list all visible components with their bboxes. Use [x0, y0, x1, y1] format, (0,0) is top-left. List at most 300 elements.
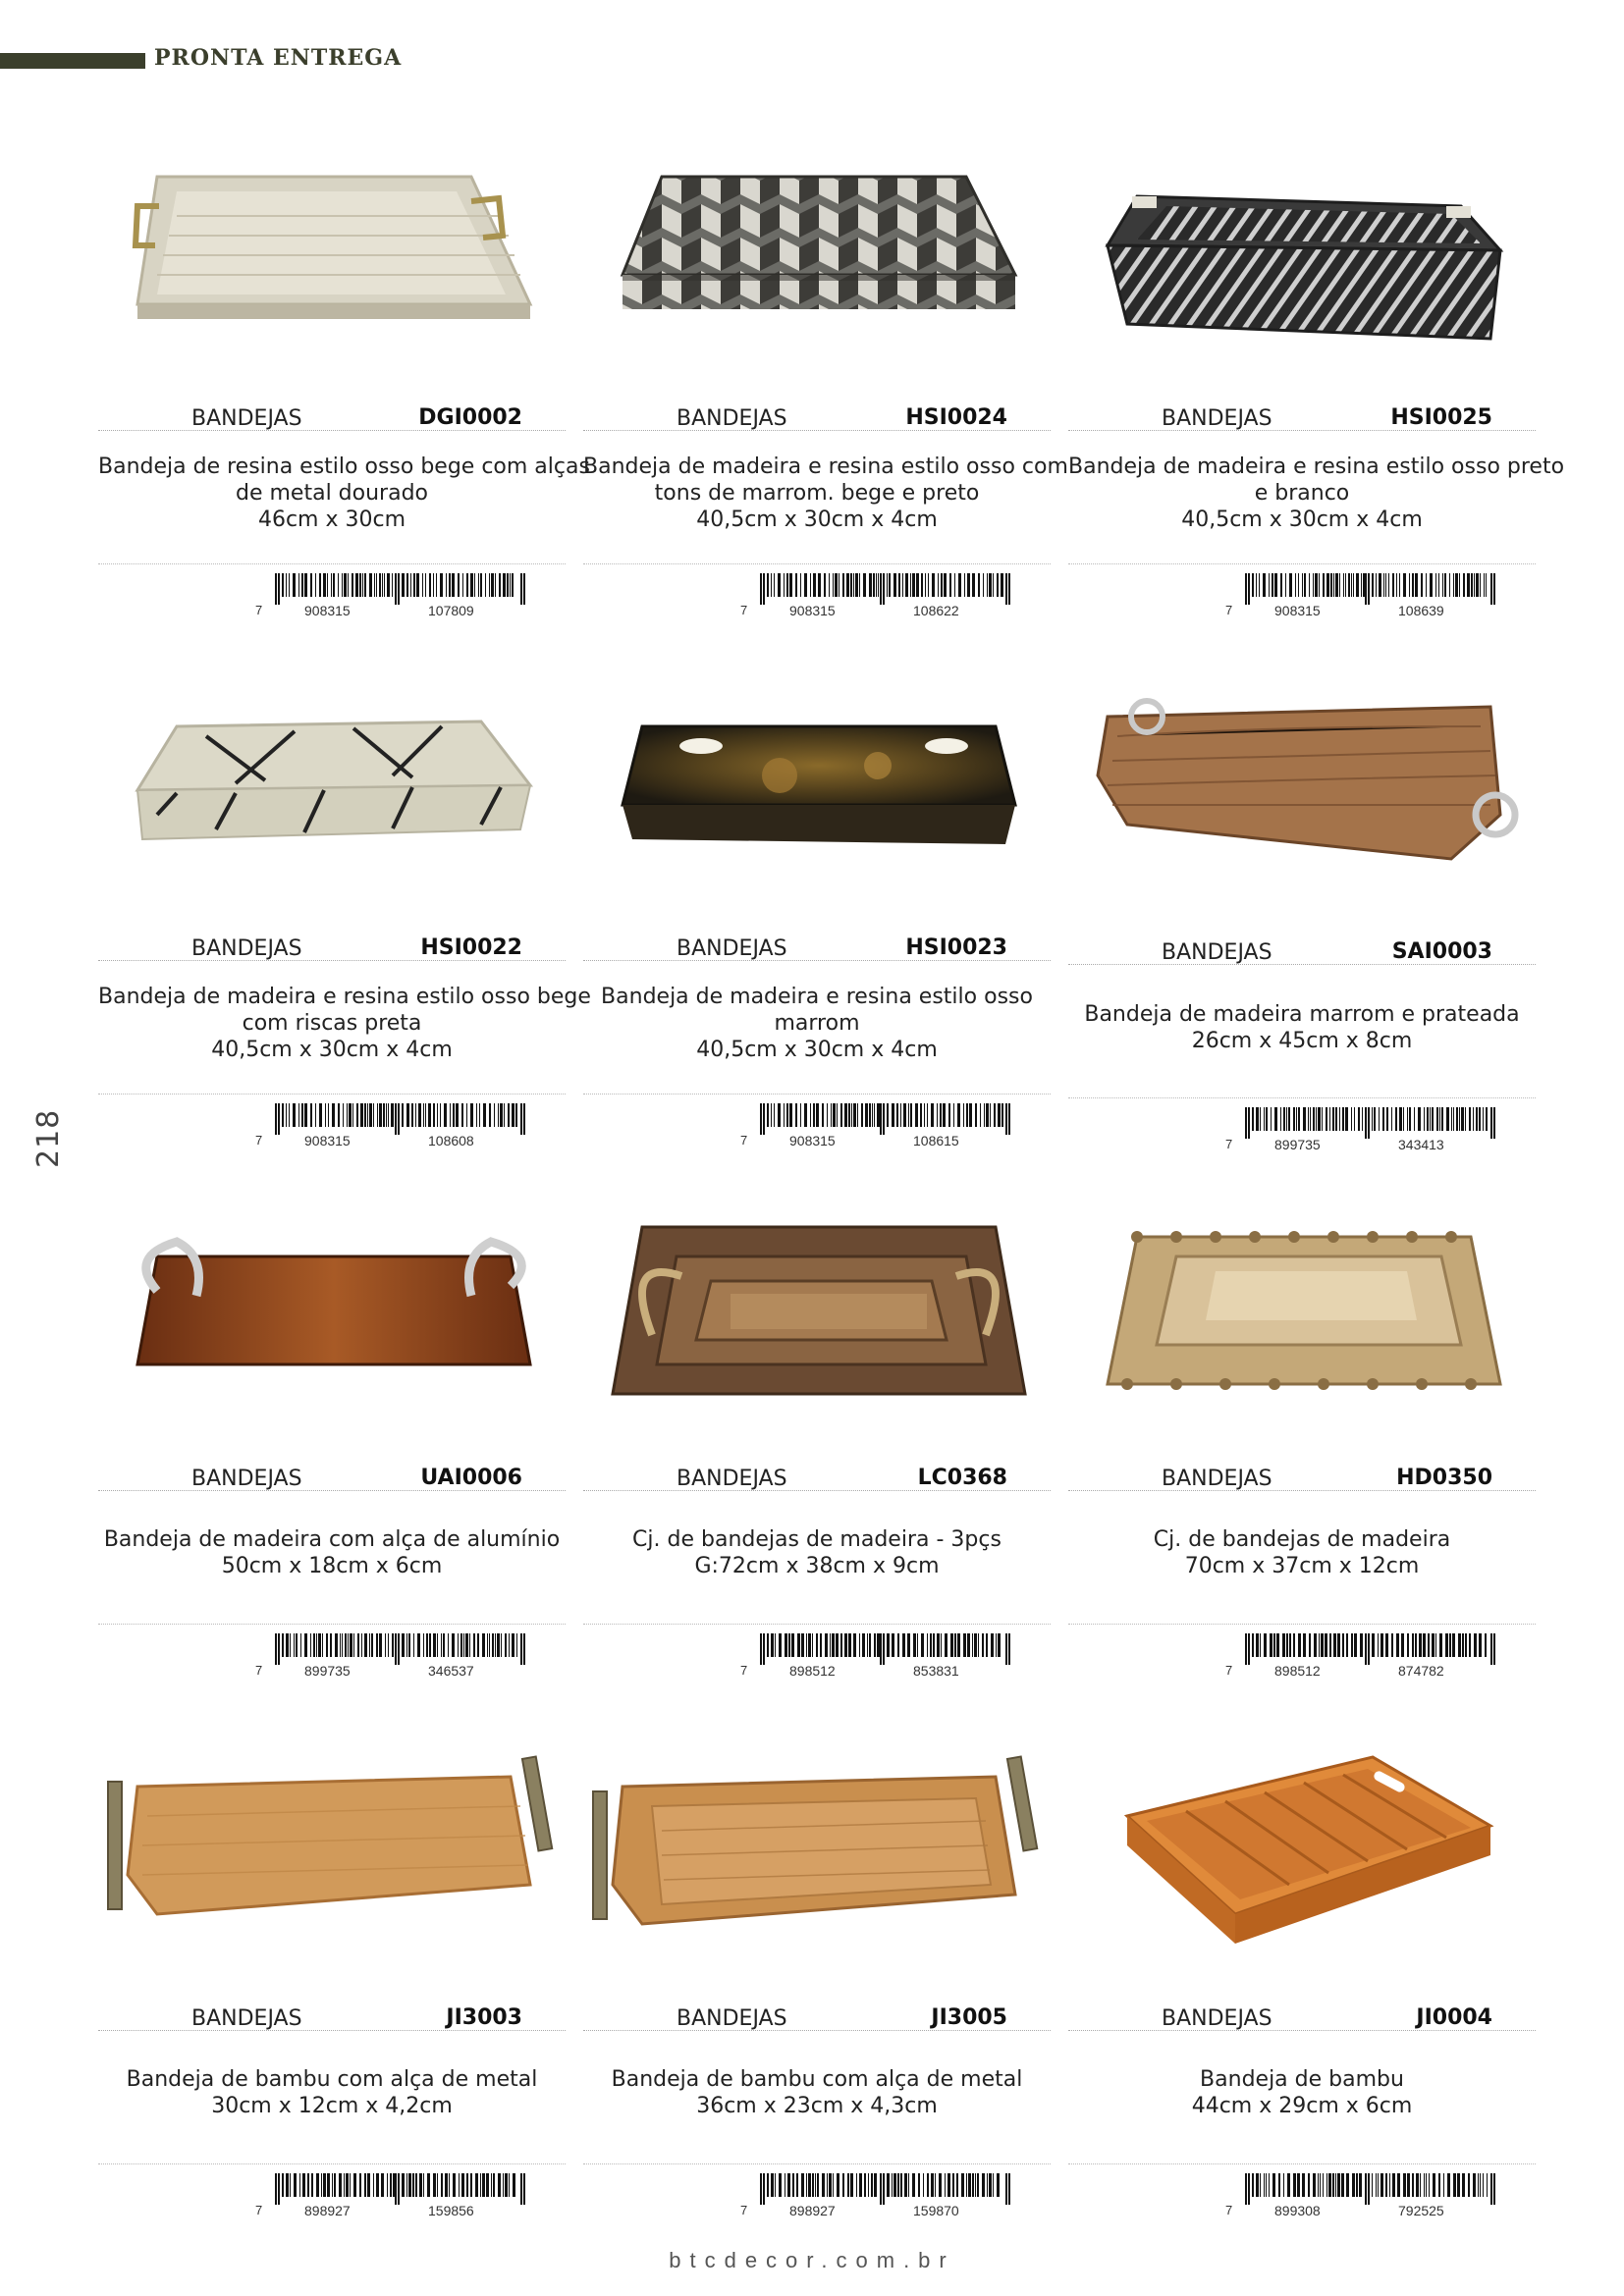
barcode-bar [313, 1633, 315, 1657]
barcode-bar [376, 573, 377, 597]
barcode-bar [1298, 1107, 1300, 1131]
barcode-bar [1392, 573, 1394, 597]
barcode-bar [1396, 1633, 1399, 1657]
barcode-bar [322, 1633, 323, 1657]
barcode-bar [1462, 1633, 1464, 1657]
barcode-bar [349, 1103, 352, 1127]
barcode-bars [760, 1103, 1011, 1135]
barcode-bar [1451, 1107, 1452, 1131]
barcode-bars [275, 573, 526, 605]
barcode-bar [842, 573, 844, 597]
product-meta [583, 1465, 1051, 1491]
barcode-bar [1269, 2173, 1270, 2197]
barcode-bar [1414, 1107, 1415, 1131]
product-meta [1068, 2004, 1536, 2031]
barcode-bar [402, 1103, 404, 1127]
barcode-bar [1403, 573, 1406, 597]
barcode-bar [969, 1103, 972, 1127]
barcode-bar [310, 1103, 312, 1127]
barcode-bar [300, 1633, 301, 1657]
barcode-bar [311, 2173, 313, 2197]
barcode-bars [1245, 1107, 1496, 1139]
barcode-bar [458, 1633, 459, 1657]
wood-aluminum-tray-icon [98, 1198, 566, 1453]
striped-beige-tray-icon [98, 667, 566, 923]
barcode-bar [296, 1633, 298, 1657]
barcode-bar [1378, 1633, 1379, 1657]
barcode-bar [422, 573, 423, 597]
product-code: HD0350 [1396, 1466, 1492, 1490]
barcode-bar [861, 1103, 863, 1127]
barcode-bar [446, 573, 447, 597]
description-line: tons de marrom. bege e preto [654, 481, 980, 506]
barcode-bar [503, 573, 506, 597]
barcode-bar [1480, 2173, 1481, 2197]
barcode-bar [1423, 1633, 1426, 1657]
barcode-bar [1318, 1107, 1321, 1131]
barcode-bar [371, 1633, 373, 1657]
description-line: Bandeja de madeira marrom e prateada [1084, 1002, 1520, 1027]
product-description [583, 2066, 1051, 2119]
barcode-bar [1298, 1633, 1301, 1657]
barcode-bar [900, 1103, 901, 1127]
barcode-bar [1351, 1633, 1353, 1657]
barcode-bar [1260, 1633, 1261, 1657]
barcode-bar [466, 2173, 468, 2197]
barcode-bar [1435, 1633, 1436, 1657]
barcode-bar [470, 1103, 473, 1127]
barcode-bar [887, 1633, 890, 1657]
barcode-bar [1313, 2173, 1316, 2197]
product-code: HSI0022 [420, 935, 522, 960]
barcode-bar [367, 2173, 370, 2197]
barcode-guard-bar [395, 573, 397, 605]
barcode-bar [1252, 1633, 1254, 1657]
barcode-bar [456, 1103, 459, 1127]
barcode-bar [480, 573, 482, 597]
product-category: BANDEJAS [191, 936, 302, 961]
barcode-bar [984, 1103, 985, 1127]
barcode-bar [944, 573, 947, 597]
barcode-bar [419, 2173, 422, 2197]
barcode-bar [493, 2173, 495, 2197]
barcode-bar [1480, 573, 1481, 597]
product-card[interactable] [583, 137, 1068, 628]
barcode-bar [319, 1103, 322, 1127]
barcode-bar [1345, 573, 1346, 597]
barcode-bar [1326, 2173, 1327, 2197]
barcode-bar [986, 1633, 988, 1657]
barcode-bar [915, 1103, 918, 1127]
barcode-bar [444, 1103, 447, 1127]
barcode-bar [1256, 1107, 1259, 1131]
product-card[interactable] [1068, 667, 1536, 1158]
barcode-bar [461, 1103, 463, 1127]
barcode-bar [903, 1103, 906, 1127]
barcode-bar [433, 1633, 436, 1657]
barcode-left-digits: 908315 [789, 603, 836, 618]
barcode-bar [904, 2173, 907, 2197]
barcode-bar [1342, 1107, 1344, 1131]
divider [98, 1094, 566, 1095]
barcode-bar [504, 1103, 505, 1127]
barcode-bar [921, 1633, 924, 1657]
barcode-prefix: 7 [255, 1663, 263, 1678]
barcode-bar [1458, 1633, 1461, 1657]
product-card[interactable] [1068, 137, 1565, 628]
product-card[interactable] [98, 137, 590, 628]
barcode-bar [1303, 1107, 1306, 1131]
barcode-bar [1421, 573, 1423, 597]
barcode-bar [377, 1103, 378, 1127]
product-category: BANDEJAS [677, 936, 787, 961]
barcode-bar [837, 2173, 839, 2197]
barcode-bar [958, 573, 961, 597]
barcode-bar [1263, 573, 1266, 597]
barcode-bar [361, 1633, 362, 1657]
product-description [1068, 454, 1565, 533]
barcode-bar [486, 2173, 489, 2197]
barcode-bar [497, 1633, 500, 1657]
barcode-bar [1295, 573, 1296, 597]
barcode-bar [290, 1633, 291, 1657]
barcode-bar [1389, 2173, 1390, 2197]
barcode-left-digits: 898927 [304, 2203, 351, 2218]
barcode-bar [1403, 1107, 1404, 1131]
barcode-bar [1296, 1107, 1297, 1131]
footer-website[interactable]: btcdecor.com.br [669, 2248, 955, 2272]
barcode-bar [362, 573, 363, 597]
barcode-bar [1287, 2173, 1290, 2197]
barcode-bar [1264, 2173, 1265, 2197]
barcode-bar [302, 2173, 305, 2197]
barcode-bar [916, 573, 919, 597]
barcode-bar [315, 573, 316, 597]
barcode-bar [1476, 1107, 1478, 1131]
barcode-bar [808, 1633, 811, 1657]
product-description [98, 2066, 566, 2119]
barcode-bar [1484, 573, 1485, 597]
barcode-bar [887, 573, 888, 597]
barcode-bar [1469, 1107, 1471, 1131]
barcode-bar [1483, 1107, 1484, 1131]
barcode-right-digits: 159870 [913, 2203, 959, 2218]
barcode-bar [1339, 1107, 1340, 1131]
barcode-bar [1323, 573, 1325, 597]
barcode-bar [1473, 1107, 1474, 1131]
barcode-bar [433, 573, 434, 597]
barcode-bar [348, 573, 349, 597]
barcode-bar [836, 1633, 839, 1657]
barcode-bar [1441, 1107, 1443, 1131]
barcode-guard-bar [1008, 1633, 1010, 1665]
barcode-bar [902, 573, 903, 597]
barcode-guard-bar [395, 1633, 397, 1665]
barcode-guard-bar [763, 2173, 765, 2205]
barcode-bar [1322, 1107, 1323, 1131]
barcode-guard-bar [880, 1103, 882, 1135]
barcode-bar [1337, 2173, 1340, 2197]
barcode-bar [476, 1103, 477, 1127]
barcode-bar [974, 1633, 977, 1657]
barcode-bar [369, 1103, 372, 1127]
barcode-guard-bar [398, 1633, 400, 1665]
barcode-bar [1354, 1107, 1355, 1131]
barcode-bar [423, 1103, 424, 1127]
barcode-bar [433, 1103, 435, 1127]
barcode-bar [797, 1633, 800, 1657]
barcode-bar [810, 573, 811, 597]
product-card[interactable] [98, 667, 591, 1158]
barcode-guard-bar [1490, 573, 1492, 605]
barcode-bar [1315, 573, 1318, 597]
barcode-bar [1274, 573, 1277, 597]
barcode-bar [334, 2173, 336, 2197]
barcode-bar [1409, 1107, 1411, 1131]
product-card[interactable] [583, 1198, 1051, 1688]
black-white-tray-icon [1068, 137, 1536, 393]
barcode-guard-bar [1365, 1633, 1367, 1665]
barcode-bar [795, 1103, 797, 1127]
barcode-bar [489, 1103, 491, 1127]
barcode-bar [332, 2173, 333, 2197]
barcode-bar [1391, 1633, 1393, 1657]
barcode-bar [499, 573, 501, 597]
barcode-bar [495, 573, 496, 597]
barcode-bar [827, 2173, 828, 2197]
barcode-bar [948, 1103, 950, 1127]
barcode-bar [869, 573, 872, 597]
barcode-bar [840, 1103, 842, 1127]
barcode-bar [1385, 2173, 1387, 2197]
barcode-bar [775, 1633, 776, 1657]
barcode-bar [986, 1103, 989, 1127]
barcode-bar [376, 2173, 379, 2197]
barcode-bar [912, 573, 915, 597]
barcode-bar [498, 1103, 499, 1127]
barcode-right-digits: 107809 [428, 603, 474, 618]
barcode-bar [1351, 1107, 1352, 1131]
barcode-bar [310, 573, 312, 597]
barcode-bar [1415, 1633, 1417, 1657]
barcode-bar [282, 2173, 284, 2197]
barcode-bar [967, 573, 970, 597]
product-category: BANDEJAS [677, 2006, 787, 2031]
description-line: com riscas preta [242, 1011, 422, 1036]
barcode-bar [1288, 1107, 1290, 1131]
barcode-bar [1316, 1107, 1317, 1131]
product-card[interactable] [1068, 1198, 1536, 1688]
barcode-bar [304, 1103, 307, 1127]
barcode-bars [760, 573, 1011, 605]
barcode-bar [1297, 2173, 1300, 2197]
barcode-guard-bar [1493, 2173, 1495, 2205]
barcode-bar [865, 1103, 868, 1127]
description-line: 70cm x 37cm x 12cm [1184, 1554, 1420, 1578]
barcode-guard-bar [1245, 2173, 1247, 2205]
barcode [1225, 1107, 1500, 1152]
barcode-bar [425, 573, 426, 597]
product-code: HSI0024 [905, 405, 1007, 430]
barcode-guard-bar [760, 1633, 762, 1665]
barcode-bar [806, 1633, 807, 1657]
barcode-guard-bar [883, 1633, 885, 1665]
barcode-bar [1270, 1633, 1272, 1657]
product-card[interactable] [583, 1737, 1051, 2228]
barcode-bar [408, 1633, 410, 1657]
barcode-bar [1335, 573, 1338, 597]
product-category: BANDEJAS [191, 406, 302, 431]
barcode-bar [978, 573, 980, 597]
barcode-bar [1412, 1633, 1414, 1657]
barcode-bar [1438, 2173, 1440, 2197]
barcode-bar [912, 2173, 915, 2197]
barcode-bar [779, 2173, 782, 2197]
barcode-bar [282, 573, 284, 597]
barcode-bar [997, 2173, 1000, 2197]
barcode-bar [346, 2173, 349, 2197]
barcode-bar [833, 573, 834, 597]
barcode-bar [789, 573, 792, 597]
barcode-bar [874, 2173, 877, 2197]
barcode-bar [510, 573, 511, 597]
barcode-right-digits: 792525 [1398, 2203, 1444, 2218]
barcode-bar [918, 2173, 920, 2197]
barcode-bar [892, 2173, 893, 2197]
barcode-guard-bar [1245, 1107, 1247, 1139]
barcode-bar [778, 573, 781, 597]
barcode-bar [413, 573, 415, 597]
barcode-bar [868, 2173, 869, 2197]
barcode-bar [980, 1103, 981, 1127]
barcode-bar [812, 2173, 814, 2197]
barcode-bar [332, 1103, 335, 1127]
barcode-bar [982, 1633, 984, 1657]
description-line: 40,5cm x 30cm x 4cm [211, 1038, 453, 1062]
barcode-bar [347, 1103, 348, 1127]
barcode-bar [897, 2173, 899, 2197]
barcode-bar [353, 1633, 354, 1657]
barcode-bar [1459, 1107, 1460, 1131]
barcode-bar [353, 2173, 356, 2197]
barcode-bar [448, 1633, 449, 1657]
barcode-bar [487, 1633, 488, 1657]
barcode-bar [1382, 1107, 1384, 1131]
barcode-bar [381, 2173, 384, 2197]
barcode-bar [815, 2173, 816, 2197]
barcode-bar [921, 573, 923, 597]
barcode-bar [848, 1103, 850, 1127]
barcode-bar [369, 1633, 370, 1657]
barcode-bar [939, 2173, 942, 2197]
barcode-bar [925, 573, 926, 597]
barcode-bar [1339, 573, 1340, 597]
barcode [740, 573, 1015, 618]
barcode-bar [795, 573, 797, 597]
barcode-right-digits: 108615 [913, 1133, 959, 1148]
product-card[interactable] [98, 1198, 566, 1688]
barcode-bar [459, 2173, 460, 2197]
barcode-bar [350, 1633, 352, 1657]
product-card[interactable] [583, 667, 1051, 1158]
divider [583, 1624, 1051, 1625]
description-line: 44cm x 29cm x 6cm [1191, 2094, 1413, 2118]
product-card[interactable] [1068, 1737, 1536, 2228]
barcode-guard-bar [523, 573, 525, 605]
product-code: SAI0003 [1391, 939, 1492, 964]
barcode-bar [1379, 1107, 1380, 1131]
product-meta [583, 2004, 1051, 2031]
barcode-bar [473, 1633, 475, 1657]
barcode-bar [348, 1633, 349, 1657]
barcode-bar [857, 1103, 858, 1127]
barcode-bar [820, 1633, 822, 1657]
description-line: marrom [774, 1011, 860, 1036]
barcode-bar [492, 1633, 494, 1657]
barcode-guard-bar [1368, 1633, 1370, 1665]
description-line: de metal dourado [236, 481, 428, 506]
barcode-bar [991, 1633, 994, 1657]
barcode-bar [935, 2173, 936, 2197]
barcode-bar [408, 2173, 411, 2197]
section-title: PRONTA ENTREGA [154, 45, 403, 71]
barcode-bar [505, 2173, 508, 2197]
barcode-bar [876, 573, 877, 597]
barcode-bar [989, 2173, 992, 2197]
product-category: BANDEJAS [1162, 1467, 1272, 1491]
description-line: 50cm x 18cm x 6cm [221, 1554, 443, 1578]
barcode-prefix: 7 [740, 1133, 748, 1148]
barcode-bar [966, 2173, 967, 2197]
barcode-bar [877, 1103, 880, 1127]
product-card[interactable] [98, 1737, 566, 2228]
barcode-guard-bar [760, 2173, 762, 2205]
product-category: BANDEJAS [191, 2006, 302, 2031]
barcode-bar [887, 1103, 889, 1127]
barcode-guard-bar [275, 573, 277, 605]
description-line: Bandeja de bambu com alça de metal [611, 2067, 1023, 2092]
barcode-bar [1276, 1633, 1279, 1657]
barcode-bar [452, 1633, 455, 1657]
barcode-bar [990, 1103, 991, 1127]
barcode-bar [364, 2173, 366, 2197]
barcode-bar [475, 2173, 478, 2197]
barcode-bar [437, 2173, 438, 2197]
barcode-bar [323, 2173, 326, 2197]
barcode-bar [987, 573, 988, 597]
barcode-bar [1486, 1107, 1488, 1131]
barcode-bar [923, 2173, 924, 2197]
barcode-bar [813, 573, 816, 597]
description-line: G:72cm x 38cm x 9cm [694, 1554, 940, 1578]
barcode-bar [1453, 1107, 1454, 1131]
barcode-bar [345, 1633, 347, 1657]
barcode-bars [1245, 573, 1496, 605]
barcode-bar [920, 1103, 922, 1127]
barcode-bar [344, 573, 347, 597]
description-line: Bandeja de resina estilo osso bege com alças [98, 454, 590, 479]
barcode-bar [937, 1103, 938, 1127]
barcode-bar [816, 1103, 819, 1127]
barcode-bar [1429, 2173, 1430, 2197]
barcode-bar [1433, 2173, 1435, 2197]
barcode-prefix: 7 [255, 603, 263, 617]
product-description [1068, 1526, 1536, 1579]
barcode [1225, 573, 1500, 618]
barcode-bar [851, 1103, 852, 1127]
barcode [740, 1103, 1015, 1148]
barcode-bar [1283, 1107, 1285, 1131]
